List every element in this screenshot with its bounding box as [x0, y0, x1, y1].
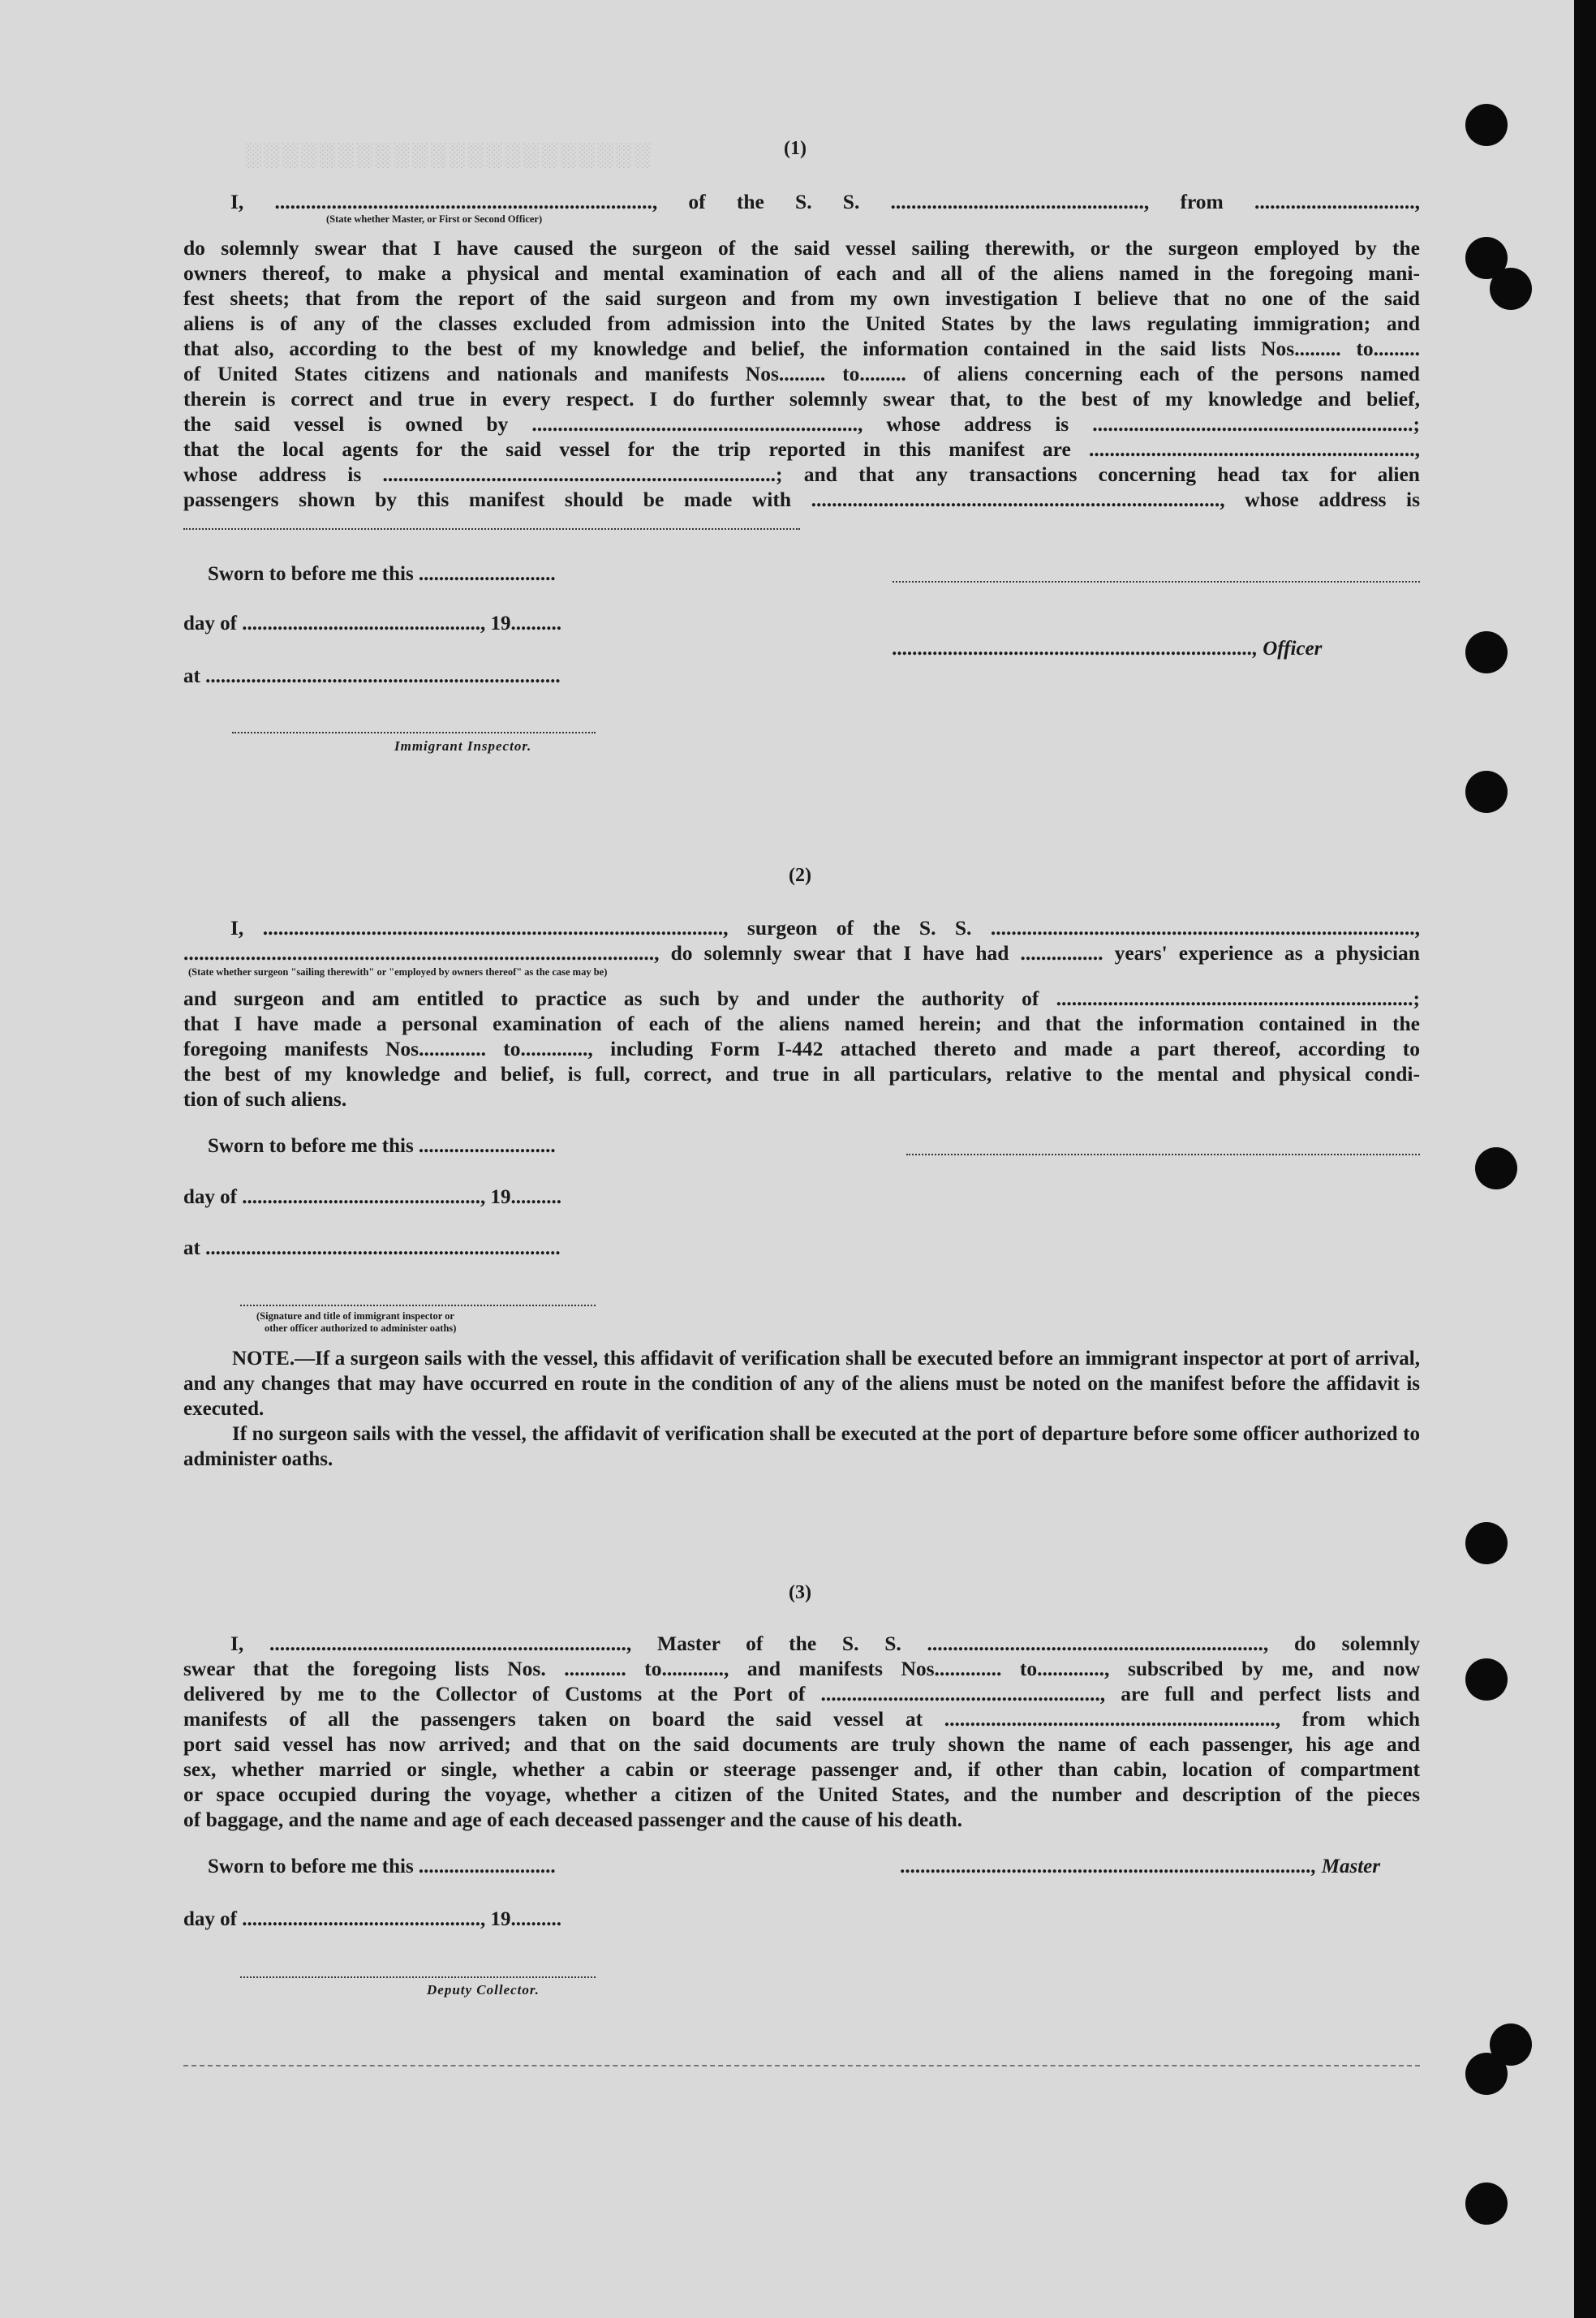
signature-caption: (Signature and title of immigrant inspector or: [256, 1310, 454, 1322]
inspector-caption: Immigrant Inspector.: [394, 738, 532, 754]
surgeon-signature-line: [906, 1154, 1420, 1155]
punch-hole: [1475, 1147, 1517, 1189]
punch-hole: [1465, 2183, 1508, 2225]
section-3-body-line: manifests of all the passengers taken on board the said vessel at ................................................................, from which: [183, 1707, 1420, 1731]
section-1-body-line: fest sheets; that from the report of the said surgeon and from my own investigation I believe that no one of the said: [183, 286, 1420, 310]
sworn-line-3: Sworn to before me this ...........................: [208, 1856, 556, 1877]
section-3-body-line: I, ....................................................................., Master of the S. S. ................................................................., do solemnly: [230, 1632, 1420, 1655]
section-1-body-line: that the local agents for the said vessel for the trip reported in this manifest are ...............................................................,: [183, 437, 1420, 461]
note-block: [183, 1346, 1420, 1472]
note-text: —If a surgeon sails with the vessel, this affidavit of verification shall be executed before an immigrant inspector at port of arrival, and any changes that may have occurred en route in the condition of any of the aliens must be noted on the manifest before the affidavit is executed.: [183, 1348, 1420, 1420]
section-1-body-line: that also, according to the best of my knowledge and belief, the information contained in the said lists Nos......... to.........: [183, 337, 1420, 360]
sworn-line-1: Sworn to before me this ...........................: [208, 563, 556, 585]
section-1-body-line: the said vessel is owned by ..............................................................., whose address is ..............................................................;: [183, 412, 1420, 436]
section-3-body-line: or space occupied during the voyage, whether a citizen of the United States, and the number and description of the pieces: [183, 1783, 1420, 1806]
section-1-body-line: do solemnly swear that I have caused the surgeon of the said vessel sailing therewith, or the surgeon employed by the: [183, 236, 1420, 260]
section-1-number: (1): [784, 138, 807, 159]
at-line-2: at ......................................................................: [183, 1237, 561, 1259]
day-of-line-1: day of ..............................................., 19..........: [183, 613, 561, 634]
section-2-line-2: ..........................................................................................., do solemnly swear that I have had ................ years' experience as a physician: [183, 941, 1420, 965]
signature-line: [893, 581, 1420, 583]
section-1-body-line: of United States citizens and nationals and manifests Nos......... to......... of aliens concerning each of the persons named: [183, 362, 1420, 385]
collector-signature-line: [240, 1976, 596, 1978]
section-2-body-line: foregoing manifests Nos............. to............., including Form I-442 attached thereto and made a part thereof, according to: [183, 1037, 1420, 1060]
section-1-body-line: passengers shown by this manifest should be made with ..............................................................................., whose address is: [183, 488, 1420, 511]
punch-hole: [1465, 2053, 1508, 2095]
at-line-1: at ......................................................................: [183, 665, 561, 687]
punch-hole: [1465, 104, 1508, 146]
underline-rule: [183, 528, 800, 530]
section-2-body-line: that I have made a personal examination of each of the aliens named herein; and that the information contained in the: [183, 1012, 1420, 1035]
officer-note: (State whether Master, or First or Second Officer): [326, 213, 543, 225]
punch-hole: [1465, 771, 1508, 813]
section-3-body-line: swear that the foregoing lists Nos. ............ to............, and manifests Nos............. to............., subscribed by me, and now: [183, 1657, 1420, 1680]
punch-hole: [1465, 631, 1508, 673]
section-2-body-line: tion of such aliens.: [183, 1087, 347, 1111]
section-2-line-1: I, ........................................................................................., surgeon of the S. S. ..................................................................................,: [230, 916, 1420, 940]
section-1-line-1: I, ........................................................................., of the S. S. ................................................., from ...............................,: [230, 190, 1420, 213]
section-1-body-line: owners thereof, to make a physical and mental examination of each and all of the aliens named in the foregoing mani-: [183, 261, 1420, 285]
section-2-body-line: and surgeon and am entitled to practice as such by and under the authority of .....................................................................;: [183, 987, 1420, 1010]
surgeon-note: (State whether surgeon "sailing therewith" or "employed by owners thereof" as the case may be): [188, 966, 608, 978]
punch-hole: [1465, 1658, 1508, 1701]
inspector-signature-line: [232, 732, 596, 733]
section-3-body-line: delivered by me to the Collector of Customs at the Port of ......................................................, are full and perfect lists and: [183, 1682, 1420, 1705]
day-of-line-3: day of ..............................................., 19..........: [183, 1908, 561, 1930]
section-2-number: (2): [789, 865, 811, 886]
section-2-body-line: the best of my knowledge and belief, is full, correct, and true in all particulars, relative to the mental and physical condi-: [183, 1062, 1420, 1086]
signature-caption: other officer authorized to administer oaths): [265, 1322, 457, 1334]
note-label: NOTE.: [232, 1348, 295, 1370]
sworn-line-2: Sworn to before me this ...........................: [208, 1135, 556, 1157]
section-3-body-line: sex, whether married or single, whether a cabin or steerage passenger and, if other than cabin, location of compartment: [183, 1757, 1420, 1781]
scan-border: [1574, 0, 1596, 2318]
note-text-2: If no surgeon sails with the vessel, the affidavit of verification shall be executed at the port of departure before some officer authorized to administer oaths.: [183, 1423, 1420, 1470]
officer-signature-label: ......................................................................., Officer: [893, 638, 1323, 660]
punch-hole: [1490, 268, 1532, 310]
master-signature-label: ................................................................................., Master: [901, 1856, 1380, 1877]
section-1-body-line: aliens is of any of the classes excluded from admission into the United States by the laws regulating immigration; and: [183, 312, 1420, 335]
section-3-body-line: port said vessel has now arrived; and that on the said documents are truly shown the name of each passenger, his age and: [183, 1732, 1420, 1756]
bottom-rule: [183, 2065, 1420, 2066]
inspector-signature-line-2: [240, 1305, 596, 1306]
section-3-number: (3): [789, 1582, 811, 1603]
section-1-body-line: whose address is ............................................................................; and that any transactions concerning head tax for alien: [183, 462, 1420, 486]
section-1-body-line: therein is correct and true in every respect. I do further solemnly swear that, to the best of my knowledge and belief,: [183, 387, 1420, 411]
bleed-through-text: ░░░░░░░░░░░░░░░░░░░░░░: [243, 142, 652, 167]
collector-caption: Deputy Collector.: [427, 1982, 540, 1998]
day-of-line-2: day of ..............................................., 19..........: [183, 1186, 561, 1208]
section-3-body-line: of baggage, and the name and age of each deceased passenger and the cause of his death.: [183, 1808, 963, 1831]
punch-hole: [1465, 1522, 1508, 1564]
